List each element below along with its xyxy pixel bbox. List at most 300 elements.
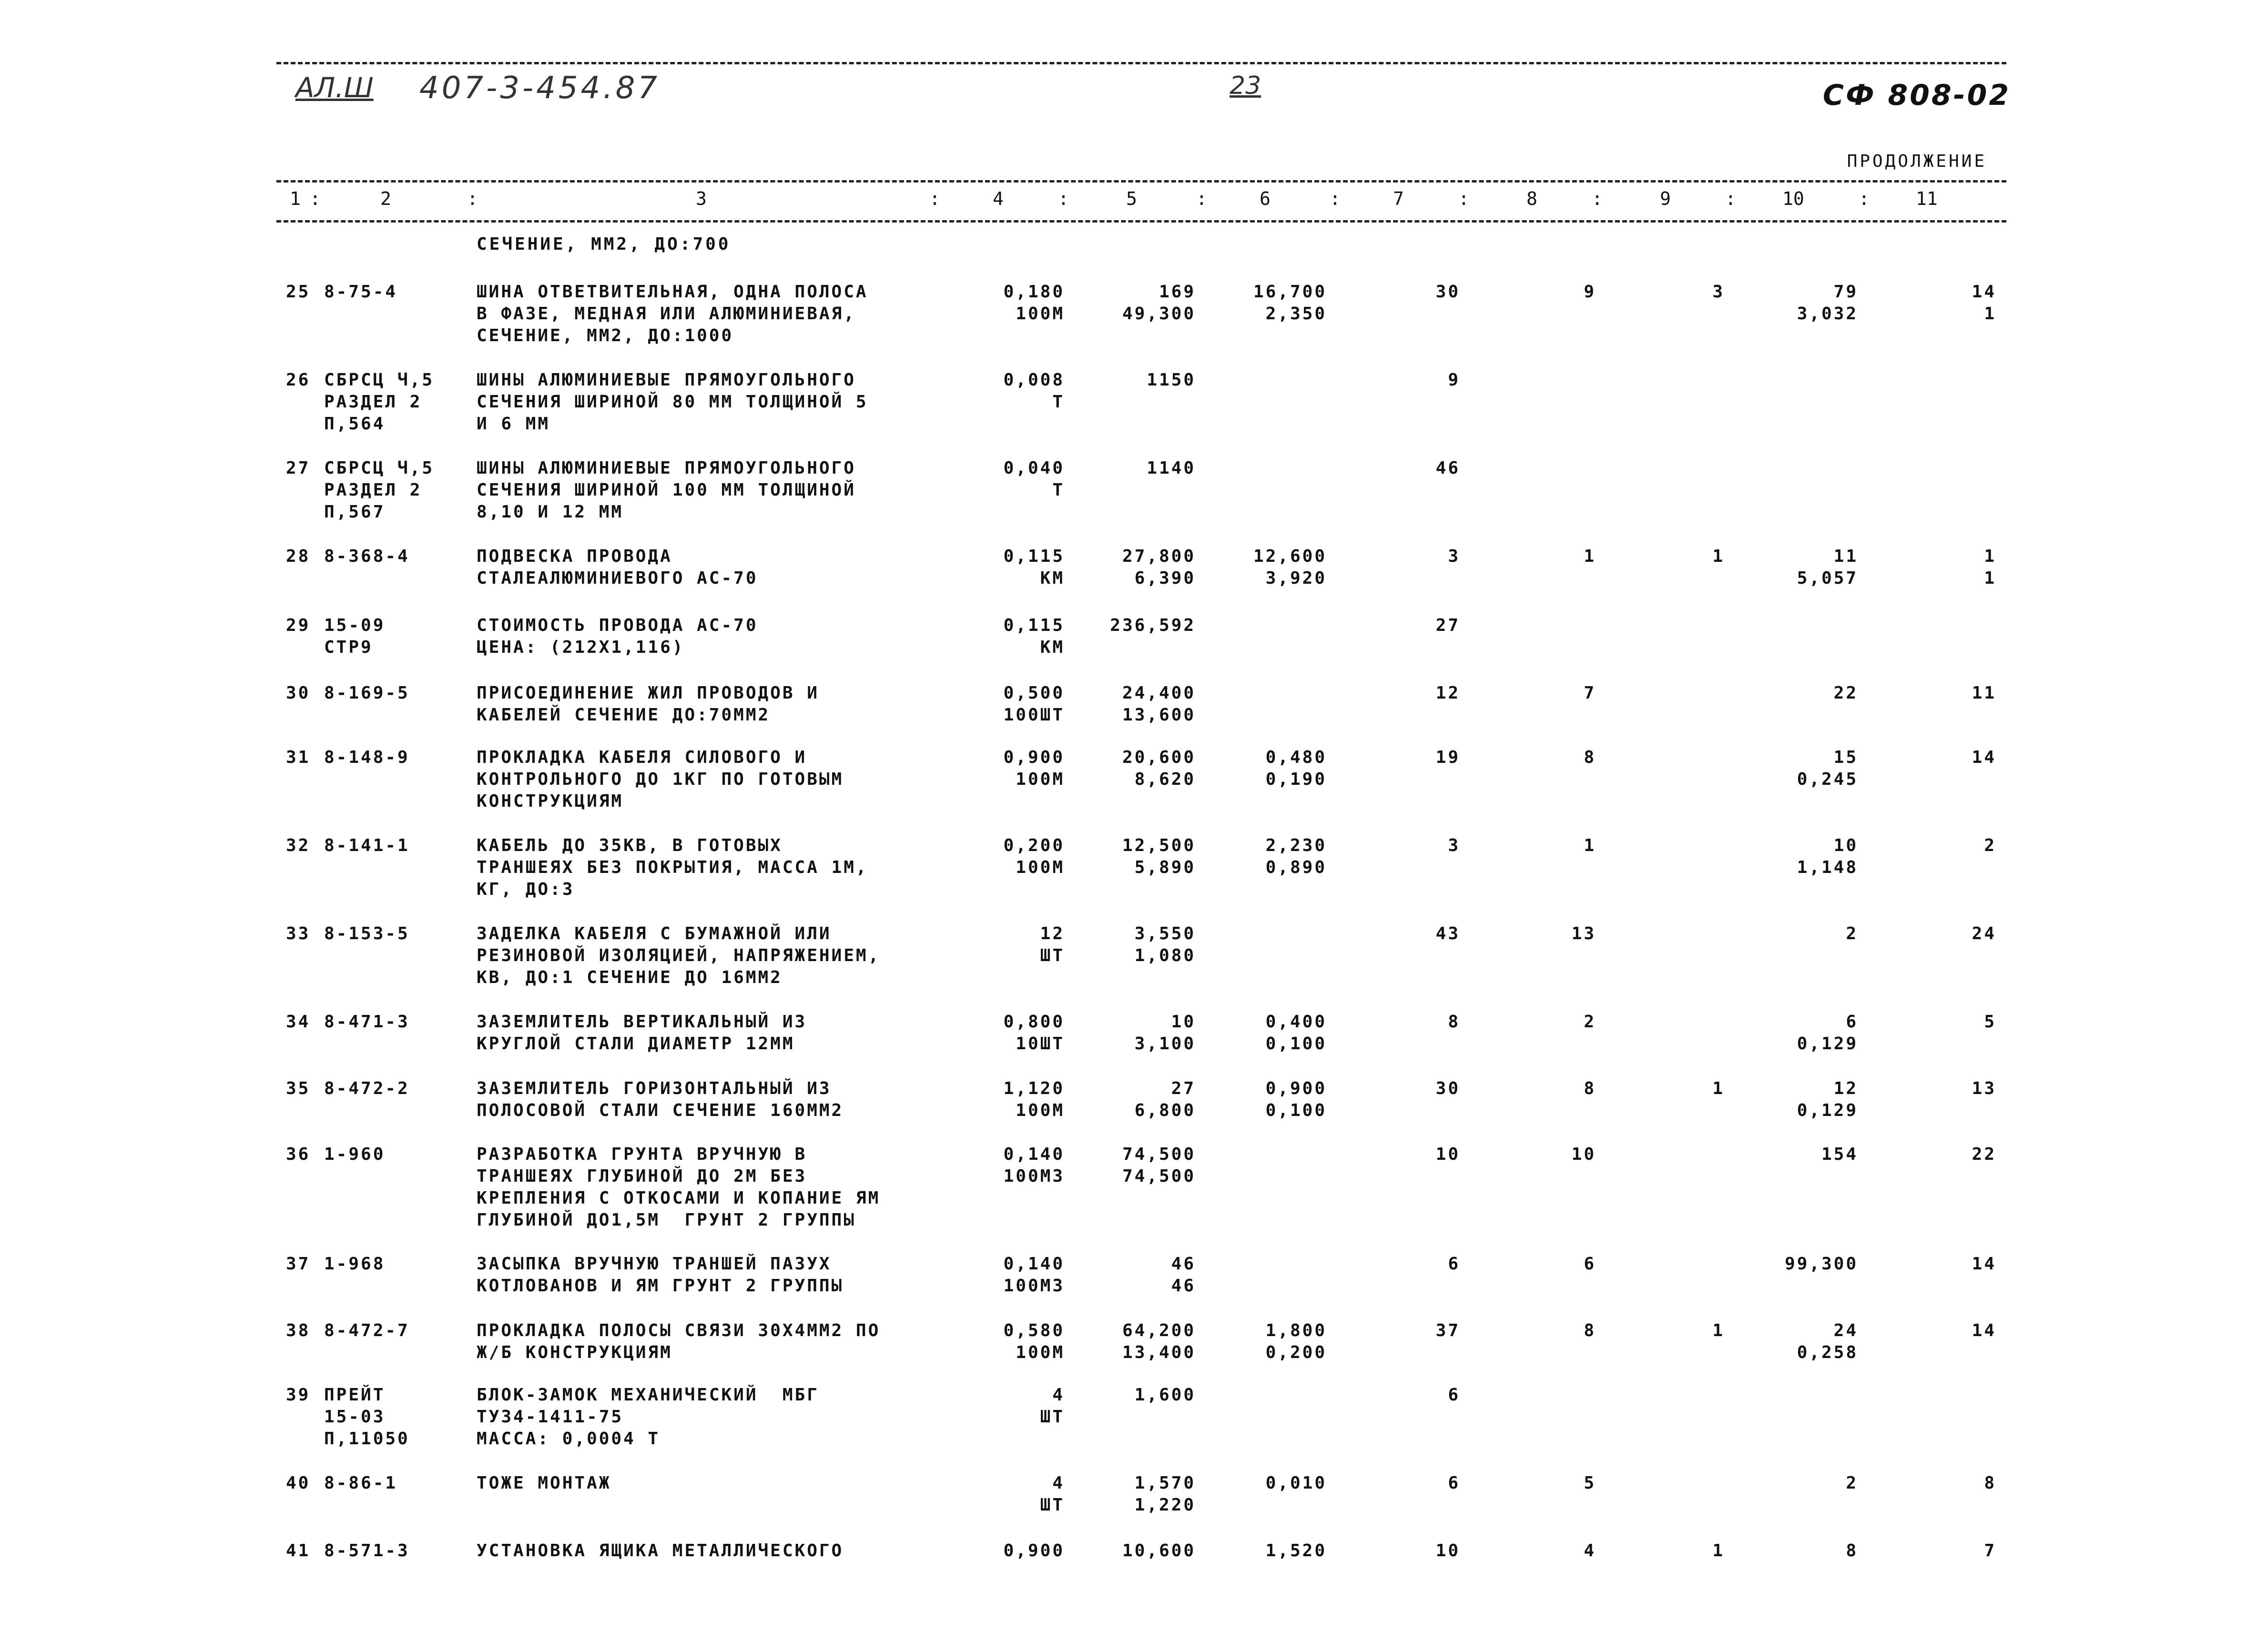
- row-col5: [1135, 923, 1196, 967]
- row-col10-line: 15: [1833, 748, 1858, 767]
- row-col6: [1266, 835, 1327, 879]
- row-col6: [1266, 1011, 1327, 1055]
- row-col11: [1972, 682, 1996, 704]
- row-col10: [1797, 1011, 1858, 1055]
- row-code-line: П,11050: [324, 1429, 410, 1449]
- row-number: [286, 923, 310, 945]
- row-number-line: 27: [286, 458, 311, 478]
- continuation-text: СЕЧЕНИЕ, ММ2, ДО:700: [477, 234, 731, 254]
- row-col10-line: 0,129: [1797, 1101, 1858, 1120]
- header-rule-bottom: [276, 220, 2006, 223]
- row-col6-line: 0,100: [1265, 1101, 1327, 1120]
- row-col5: [1171, 1253, 1196, 1297]
- row-unit: [1052, 391, 1065, 413]
- row-unit-line: 100М: [1016, 770, 1065, 789]
- row-unit: [1004, 704, 1065, 726]
- row-col6: [1266, 1472, 1327, 1494]
- column-separator: :: [1058, 188, 1069, 209]
- row-col5-line: 13,600: [1122, 705, 1196, 725]
- row-col6-line: 0,890: [1265, 858, 1327, 877]
- row-col9: [1712, 546, 1725, 568]
- row-quantity-line: 0,580: [1003, 1321, 1065, 1340]
- row-code: [324, 747, 410, 769]
- row-code-line: 8-471-3: [324, 1012, 410, 1032]
- row-col11-line: 14: [1972, 748, 1996, 767]
- row-col10-line: 2: [1846, 1473, 1858, 1493]
- row-col6-line: 0,100: [1265, 1034, 1327, 1054]
- row-code: [324, 1253, 385, 1275]
- row-col8: [1584, 1253, 1596, 1275]
- column-header-row: [276, 188, 2006, 217]
- continuation-label: ПРОДОЛЖЕНИЕ: [1847, 152, 1987, 171]
- row-quantity-line: 0,900: [1003, 748, 1065, 767]
- row-description: [477, 457, 856, 523]
- row-col11-line: 1: [1984, 547, 1996, 566]
- row-quantity-line: 4: [1052, 1385, 1065, 1405]
- row-description: [477, 546, 758, 589]
- row-number-line: 40: [286, 1473, 311, 1493]
- row-col10-line: 154: [1821, 1145, 1858, 1164]
- row-description-line: СТОИМОСТЬ ПРОВОДА АС-70: [477, 616, 758, 635]
- row-col6-line: 12,600: [1253, 547, 1327, 566]
- row-description-line: ПОДВЕСКА ПРОВОДА: [477, 547, 672, 566]
- row-col10-line: 10: [1833, 836, 1858, 855]
- row-unit: [1052, 479, 1065, 501]
- row-col5: [1122, 835, 1196, 879]
- row-code-line: ПРЕЙТ: [324, 1385, 386, 1405]
- row-col9-line: 1: [1712, 1541, 1725, 1561]
- row-code-line: 8-153-5: [324, 924, 410, 943]
- row-col11-line: 13: [1972, 1079, 1996, 1098]
- row-code-line: 8-86-1: [324, 1473, 398, 1493]
- row-description-line: ЗАЗЕМЛИТЕЛЬ ВЕРТИКАЛЬНЫЙ ИЗ: [477, 1012, 807, 1032]
- row-number-line: 39: [286, 1385, 311, 1405]
- row-col9: [1712, 1540, 1725, 1562]
- row-col10-line: 99,300: [1784, 1254, 1858, 1274]
- row-number-line: 35: [286, 1079, 311, 1098]
- row-quantity: [1004, 1540, 1065, 1562]
- row-col8: [1584, 747, 1596, 769]
- row-unit: [1016, 769, 1065, 791]
- row-col7-line: 43: [1435, 924, 1460, 943]
- row-col5-line: 74,500: [1122, 1145, 1196, 1164]
- row-code: [324, 1384, 410, 1450]
- row-col7: [1448, 369, 1460, 391]
- row-quantity-line: 0,500: [1003, 683, 1065, 703]
- row-col6: [1266, 1078, 1327, 1122]
- row-number: [286, 457, 310, 479]
- row-col6-line: 1,800: [1265, 1321, 1327, 1340]
- row-unit-line: 100М: [1016, 858, 1065, 877]
- row-col5-line: 10: [1171, 1012, 1196, 1032]
- row-description-line: КАБЕЛЕЙ СЕЧЕНИЕ ДО:70ММ2: [477, 705, 771, 725]
- row-description-line: БЛОК-ЗАМОК МЕХАНИЧЕСКИЙ МБГ: [477, 1385, 819, 1405]
- row-col11-line: 5: [1984, 1012, 1996, 1032]
- row-code-line: СБРСЦ Ч,5: [324, 370, 435, 390]
- column-number: 7: [1393, 188, 1404, 209]
- row-description-line: В ФАЗЕ, МЕДНАЯ ИЛИ АЛЮМИНИЕВАЯ,: [477, 304, 856, 324]
- row-col9: [1712, 281, 1725, 303]
- row-col11-line: 14: [1972, 282, 1996, 302]
- row-col11: [1984, 1540, 1996, 1562]
- row-col8: [1572, 1144, 1596, 1166]
- row-quantity: [1004, 546, 1065, 568]
- row-code-line: 1-968: [324, 1254, 386, 1274]
- row-col10-line: 8: [1846, 1541, 1858, 1561]
- row-quantity: [1004, 747, 1065, 769]
- row-col11-line: 11: [1972, 683, 1996, 703]
- row-quantity: [1004, 1320, 1065, 1342]
- row-col8: [1572, 923, 1596, 945]
- row-col6-line: 16,700: [1253, 282, 1327, 302]
- row-number: [286, 1078, 310, 1100]
- row-quantity-line: 0,115: [1003, 616, 1065, 635]
- row-number-line: 26: [286, 370, 311, 390]
- row-code: [324, 1078, 410, 1100]
- row-description-line: ТУ34-1411-75: [477, 1407, 624, 1427]
- row-col8: [1584, 281, 1596, 303]
- row-col5-line: 27: [1171, 1079, 1196, 1098]
- row-col8-line: 5: [1584, 1473, 1596, 1493]
- row-description-line: КРУГЛОЙ СТАЛИ ДИАМЕТР 12ММ: [477, 1034, 795, 1054]
- row-col7: [1448, 1011, 1460, 1033]
- row-col8-line: 10: [1571, 1145, 1596, 1164]
- row-col8-line: 4: [1584, 1541, 1596, 1561]
- row-col10: [1797, 747, 1858, 791]
- column-number: 1: [290, 188, 301, 209]
- row-number-line: 36: [286, 1145, 311, 1164]
- form-code: СФ 808-02: [1822, 79, 2011, 112]
- row-col6: [1266, 747, 1327, 791]
- row-col5: [1122, 747, 1196, 791]
- row-col7: [1436, 1144, 1460, 1166]
- row-col6-line: 1,520: [1265, 1541, 1327, 1561]
- row-quantity-line: 0,200: [1003, 836, 1065, 855]
- row-col6: [1266, 1540, 1327, 1562]
- column-separator: :: [1859, 188, 1870, 209]
- row-description-line: СТАЛЕАЛЮМИНИЕВОГО АС-70: [477, 568, 758, 588]
- row-number: [286, 615, 310, 637]
- row-unit-line: КМ: [1040, 638, 1065, 657]
- row-col8: [1584, 1320, 1596, 1342]
- row-col11: [1972, 281, 1996, 325]
- row-description-line: КГ, ДО:3: [477, 880, 575, 899]
- row-description-line: КОТЛОВАНОВ И ЯМ ГРУНТ 2 ГРУППЫ: [477, 1276, 844, 1296]
- sheet-label: АЛ.Ш: [295, 71, 374, 104]
- row-col7-line: 6: [1448, 1254, 1460, 1274]
- row-col10-line: 1,148: [1797, 858, 1858, 877]
- row-col8-line: 1: [1584, 547, 1596, 566]
- row-description: [477, 281, 868, 347]
- row-col5-line: 64,200: [1122, 1321, 1196, 1340]
- row-description-line: ТОЖЕ МОНТАЖ: [477, 1473, 611, 1493]
- row-col5-line: 1150: [1147, 370, 1196, 390]
- row-col10-line: 11: [1833, 547, 1858, 566]
- row-col10-line: 12: [1833, 1079, 1858, 1098]
- row-description: [477, 1540, 844, 1562]
- row-description: [477, 1253, 844, 1297]
- row-description: [477, 747, 844, 812]
- row-description-line: СЕЧЕНИЕ, ММ2, ДО:1000: [477, 326, 734, 345]
- row-col11-line: 2: [1984, 836, 1996, 855]
- row-quantity: [1052, 1384, 1065, 1406]
- row-number: [286, 1144, 310, 1166]
- row-code-line: РАЗДЕЛ 2: [324, 392, 422, 412]
- row-col11: [1984, 546, 1996, 589]
- row-col9: [1712, 1320, 1725, 1342]
- row-col5-line: 46: [1171, 1276, 1196, 1296]
- row-col7: [1448, 1472, 1460, 1494]
- row-description-line: СЕЧЕНИЯ ШИРИНОЙ 100 ММ ТОЛЩИНОЙ: [477, 480, 856, 500]
- document-code: 407-3-454.87: [419, 71, 660, 106]
- row-description-line: Ж/Б КОНСТРУКЦИЯМ: [477, 1343, 672, 1362]
- row-col11: [1972, 1144, 1996, 1166]
- row-code: [324, 1540, 410, 1562]
- row-quantity: [1004, 1144, 1065, 1166]
- row-code: [324, 457, 434, 523]
- row-col7-line: 6: [1448, 1473, 1460, 1493]
- row-code: [324, 369, 434, 435]
- row-col5-line: 24,400: [1122, 683, 1196, 703]
- row-unit-line: 10ШТ: [1016, 1034, 1065, 1054]
- row-unit: [1040, 1406, 1065, 1428]
- row-quantity: [1004, 1253, 1065, 1275]
- row-col9-line: 1: [1712, 1321, 1725, 1340]
- row-description-line: КОНТРОЛЬНОГО ДО 1КГ ПО ГОТОВЫМ: [477, 770, 844, 789]
- row-col5: [1135, 1011, 1196, 1055]
- row-col5-line: 27,800: [1122, 547, 1196, 566]
- row-col7: [1436, 923, 1460, 945]
- row-col9: [1712, 1078, 1725, 1100]
- row-unit-line: КМ: [1040, 568, 1065, 588]
- row-col10-line: 5,057: [1797, 568, 1858, 588]
- row-col5-line: 1,220: [1134, 1495, 1196, 1515]
- top-rule: [276, 62, 2006, 64]
- row-col11-line: 24: [1972, 924, 1996, 943]
- column-separator: :: [310, 188, 321, 209]
- row-description: [477, 1384, 819, 1450]
- row-quantity-line: 0,140: [1003, 1145, 1065, 1164]
- row-code: [324, 923, 410, 945]
- row-col10-line: 0,258: [1797, 1343, 1858, 1362]
- row-code-line: 8-368-4: [324, 547, 410, 566]
- row-col9-line: 1: [1712, 547, 1725, 566]
- row-code: [324, 1320, 410, 1342]
- row-col7-line: 30: [1435, 282, 1460, 302]
- row-number-line: 34: [286, 1012, 311, 1032]
- row-description-line: И 6 ММ: [477, 414, 550, 434]
- row-quantity-line: 0,900: [1003, 1541, 1065, 1561]
- row-code: [324, 546, 410, 568]
- row-col8: [1584, 682, 1596, 704]
- row-number-line: 31: [286, 748, 311, 767]
- row-code-line: 8-141-1: [324, 836, 410, 855]
- row-col9-line: 1: [1712, 1079, 1725, 1098]
- row-number-line: 41: [286, 1541, 311, 1561]
- row-col7-line: 19: [1435, 748, 1460, 767]
- row-col5-line: 10,600: [1122, 1541, 1196, 1561]
- row-code-line: П,564: [324, 414, 386, 434]
- column-separator: :: [467, 188, 478, 209]
- row-description-line: ЦЕНА: (212Х1,116): [477, 638, 685, 657]
- row-col5-line: 1140: [1147, 458, 1196, 478]
- row-col8: [1584, 1078, 1596, 1100]
- row-col11: [1972, 747, 1996, 769]
- row-description: [477, 615, 758, 659]
- row-unit: [1040, 1494, 1065, 1516]
- row-code-line: 8-169-5: [324, 683, 410, 703]
- row-col5-line: 1,570: [1134, 1473, 1196, 1493]
- row-col5-line: 13,400: [1122, 1343, 1196, 1362]
- row-col5: [1122, 1144, 1196, 1187]
- row-col11: [1972, 1078, 1996, 1100]
- row-col6: [1253, 281, 1327, 325]
- row-col6-line: 0,190: [1265, 770, 1327, 789]
- row-quantity-line: 0,040: [1003, 458, 1065, 478]
- row-col7: [1448, 546, 1460, 568]
- row-col10-line: 2: [1846, 924, 1858, 943]
- row-col7: [1436, 1078, 1460, 1100]
- row-col6-line: 0,400: [1265, 1012, 1327, 1032]
- row-col7-line: 10: [1435, 1145, 1460, 1164]
- row-col11: [1972, 1253, 1996, 1275]
- row-col10: [1797, 1078, 1858, 1122]
- row-col7-line: 30: [1435, 1079, 1460, 1098]
- row-col5-line: 1,600: [1134, 1385, 1196, 1405]
- row-unit: [1040, 637, 1065, 659]
- row-description-line: ГЛУБИНОЙ ДО1,5М ГРУНТ 2 ГРУППЫ: [477, 1210, 856, 1230]
- row-description-line: КАБЕЛЬ ДО 35КВ, В ГОТОВЫХ: [477, 836, 783, 855]
- row-code: [324, 1011, 410, 1033]
- row-col8: [1584, 835, 1596, 857]
- row-quantity-line: 0,115: [1003, 547, 1065, 566]
- column-separator: :: [1458, 188, 1469, 209]
- row-code-line: П,567: [324, 502, 386, 522]
- row-number: [286, 281, 310, 303]
- row-col10: [1834, 682, 1858, 704]
- row-quantity-line: 12: [1040, 924, 1065, 943]
- row-col7: [1448, 835, 1460, 857]
- row-col7-line: 8: [1448, 1012, 1460, 1032]
- row-description-line: МАССА: 0,0004 Т: [477, 1429, 661, 1449]
- row-col6: [1253, 546, 1327, 589]
- row-code: [324, 615, 385, 659]
- row-description-line: 8,10 И 12 ММ: [477, 502, 624, 522]
- row-code: [324, 1472, 397, 1494]
- row-unit-line: 100М3: [1003, 1166, 1065, 1186]
- row-unit-line: ШТ: [1040, 1495, 1065, 1515]
- row-code: [324, 682, 410, 704]
- row-quantity-line: 0,140: [1003, 1254, 1065, 1274]
- row-col7-line: 10: [1435, 1541, 1460, 1561]
- row-number-line: 38: [286, 1321, 311, 1340]
- column-separator: :: [929, 188, 940, 209]
- row-quantity: [1004, 615, 1065, 637]
- row-unit-line: 100М: [1016, 304, 1065, 324]
- row-number-line: 32: [286, 836, 311, 855]
- row-unit-line: 100М3: [1003, 1276, 1065, 1296]
- column-number: 11: [1916, 188, 1938, 209]
- row-col10: [1846, 1540, 1858, 1562]
- row-unit: [1040, 568, 1065, 589]
- row-col10-line: 6: [1846, 1012, 1858, 1032]
- row-col10: [1821, 1144, 1858, 1166]
- row-col7-line: 37: [1435, 1321, 1460, 1340]
- row-description-line: РАЗРАБОТКА ГРУНТА ВРУЧНУЮ В: [477, 1145, 807, 1164]
- column-separator: :: [1725, 188, 1736, 209]
- row-col8-line: 1: [1584, 836, 1596, 855]
- row-col7: [1436, 281, 1460, 303]
- row-code-line: СТР9: [324, 638, 373, 657]
- column-separator: :: [1592, 188, 1603, 209]
- row-col5: [1122, 546, 1196, 589]
- row-col5: [1147, 457, 1196, 479]
- row-col10-line: 0,245: [1797, 770, 1858, 789]
- row-col11-line: 8: [1984, 1473, 1996, 1493]
- row-col6-line: 0,480: [1265, 748, 1327, 767]
- row-col11-line: 7: [1984, 1541, 1996, 1561]
- row-quantity: [1004, 835, 1065, 857]
- row-col5-line: 3,100: [1134, 1034, 1196, 1054]
- row-number: [286, 1320, 310, 1342]
- row-col7-line: 3: [1448, 547, 1460, 566]
- row-number-line: 37: [286, 1254, 311, 1274]
- row-col8-line: 13: [1571, 924, 1596, 943]
- row-description-line: РЕЗИНОВОЙ ИЗОЛЯЦИЕЙ, НАПРЯЖЕНИЕМ,: [477, 946, 881, 965]
- column-number: 10: [1782, 188, 1804, 209]
- row-unit: [1016, 1100, 1065, 1122]
- row-description-line: ЗАДЕЛКА КАБЕЛЯ С БУМАЖНОЙ ИЛИ: [477, 924, 832, 943]
- column-separator: :: [1330, 188, 1341, 209]
- row-description-line: ШИНА ОТВЕТВИТЕЛЬНАЯ, ОДНА ПОЛОСА: [477, 282, 868, 302]
- row-col7: [1448, 1384, 1460, 1406]
- column-number: 9: [1660, 188, 1671, 209]
- row-description-line: ТРАНШЕЯХ ГЛУБИНОЙ ДО 2М БЕЗ: [477, 1166, 807, 1186]
- row-quantity: [1004, 281, 1065, 303]
- row-col6-line: 2,230: [1265, 836, 1327, 855]
- row-description-line: КРЕПЛЕНИЯ С ОТКОСАМИ И КОПАНИЕ ЯМ: [477, 1188, 881, 1208]
- row-col10-line: 22: [1833, 683, 1858, 703]
- row-unit: [1040, 945, 1065, 967]
- row-col5-line: 12,500: [1122, 836, 1196, 855]
- row-col10: [1785, 1253, 1858, 1275]
- row-col8-line: 2: [1584, 1012, 1596, 1032]
- row-col10: [1846, 1472, 1858, 1494]
- row-col11-line: 22: [1972, 1145, 1996, 1164]
- row-col8: [1584, 1540, 1596, 1562]
- row-number: [286, 682, 310, 704]
- row-col10-line: 79: [1833, 282, 1858, 302]
- row-col5-line: 8,620: [1134, 770, 1196, 789]
- row-col11: [1972, 1320, 1996, 1342]
- row-col8-line: 9: [1584, 282, 1596, 302]
- row-col6-line: 3,920: [1265, 568, 1327, 588]
- row-col8-line: 8: [1584, 748, 1596, 767]
- row-col5-line: 46: [1171, 1254, 1196, 1274]
- row-col5-line: 5,890: [1134, 858, 1196, 877]
- row-unit: [1016, 1033, 1065, 1055]
- row-col5-line: 74,500: [1122, 1166, 1196, 1186]
- row-quantity: [1004, 1011, 1065, 1033]
- row-col5-line: 236,592: [1110, 616, 1196, 635]
- row-col11: [1984, 1472, 1996, 1494]
- row-col6-line: 0,010: [1265, 1473, 1327, 1493]
- row-description-line: ПРОКЛАДКА ПОЛОСЫ СВЯЗИ 30Х4ММ2 ПО: [477, 1321, 881, 1340]
- row-col5: [1122, 682, 1196, 726]
- row-col7: [1436, 457, 1460, 479]
- row-code-line: 15-03: [324, 1407, 386, 1427]
- row-description-line: ШИНЫ АЛЮМИНИЕВЫЕ ПРЯМОУГОЛЬНОГО: [477, 370, 856, 390]
